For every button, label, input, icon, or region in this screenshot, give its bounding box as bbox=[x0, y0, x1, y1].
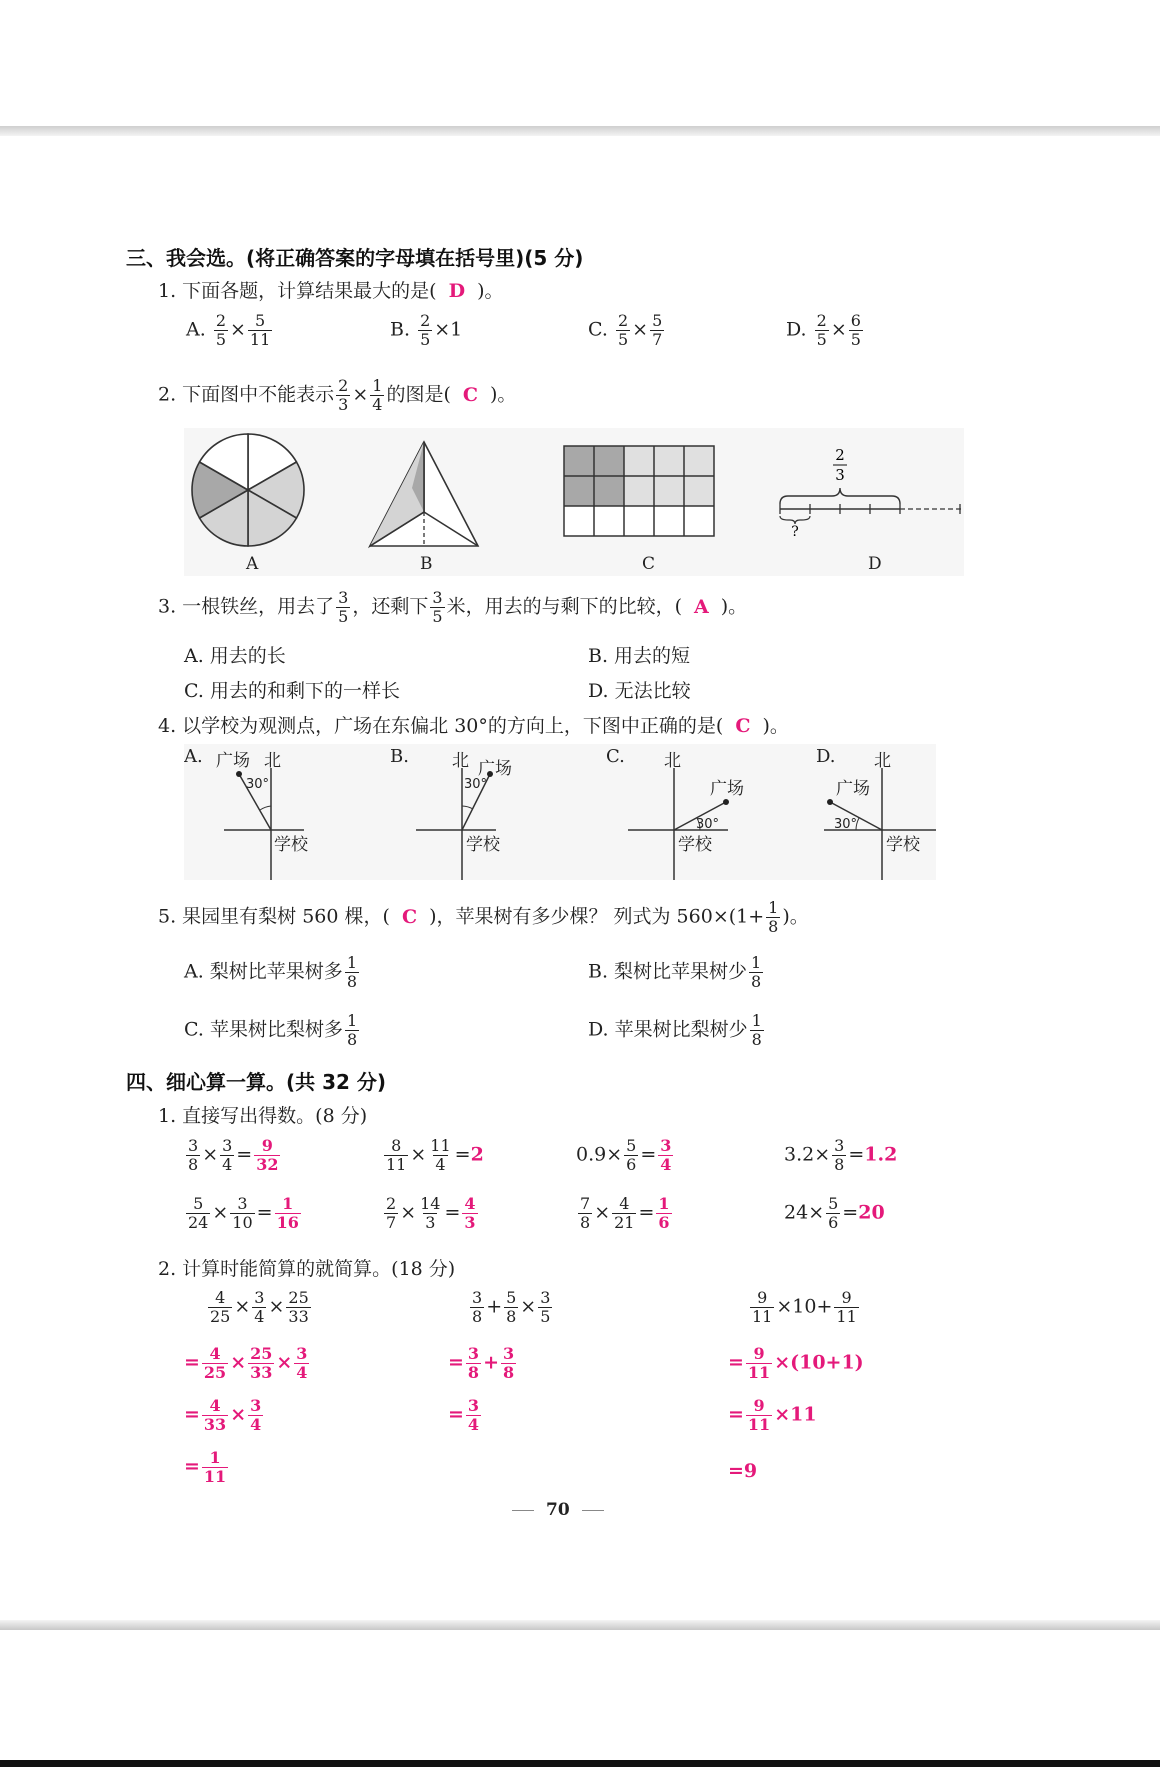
viewer-top-shadow bbox=[0, 126, 1160, 136]
viewer-bottom-shadow bbox=[0, 1620, 1160, 1630]
q5-stem: 5. 果园里有梨树 560 棵，( C )，苹果树有多少棵？ 列式为 560×(1+ $\frac{1}{8}$ )。 bbox=[158, 898, 809, 936]
page-number-rule-right bbox=[582, 1510, 604, 1511]
q1-option-a: A. $\frac{2}{5}$ × $\frac{5}{11}$ bbox=[186, 311, 271, 349]
q1-option-d: D. $\frac{2}{5}$ × $\frac{6}{5}$ bbox=[786, 311, 861, 349]
p2-stem: 2. 计算时能简算的就简算。(18 分) bbox=[158, 1258, 456, 1280]
svg-text:学校: 学校 bbox=[274, 835, 308, 855]
q3-option-b: B. 用去的短 bbox=[588, 645, 691, 667]
simplify-2-expression: $\frac{3}{8}$ + $\frac{5}{8}$ × $\frac{3}{5}$ bbox=[472, 1288, 551, 1326]
q1-option-c: C. $\frac{2}{5}$ × $\frac{5}{7}$ bbox=[588, 311, 663, 349]
q2-answer: C bbox=[462, 383, 479, 406]
q3-option-a: A. 用去的长 bbox=[184, 645, 286, 667]
svg-text:?: ? bbox=[791, 524, 799, 540]
svg-text:30°: 30° bbox=[834, 817, 858, 832]
q2-stem: 2. 下面图中不能表示 $\frac{2}{3}$ × $\frac{1}{4}$ 的图是( C )。 bbox=[158, 376, 517, 414]
q5-option-b: B. 梨树比苹果树少 $\frac{1}{8}$ bbox=[588, 953, 762, 991]
q5-option-d: D. 苹果树比梨树少 $\frac{1}{8}$ bbox=[588, 1011, 762, 1049]
simplify-3-step-1: = $\frac{9}{11}$ ×(10+1) bbox=[728, 1344, 864, 1382]
simplify-2-step-1: = $\frac{3}{8}$ + $\frac{3}{8}$ bbox=[448, 1344, 515, 1382]
svg-text:学校: 学校 bbox=[466, 835, 500, 855]
q2-figures bbox=[184, 428, 964, 576]
figure-b-label: B bbox=[420, 554, 433, 574]
page-number: 70 bbox=[500, 1500, 616, 1520]
svg-text:A.: A. bbox=[184, 746, 203, 767]
svg-text:广场: 广场 bbox=[710, 779, 744, 799]
calc-item-5: $\frac{5}{24}$ × $\frac{3}{10}$ = $\frac{1}{16}$ bbox=[188, 1194, 299, 1232]
q3-option-c: C. 用去的和剩下的一样长 bbox=[184, 680, 400, 702]
svg-text:北: 北 bbox=[664, 751, 681, 771]
simplify-1-expression: $\frac{4}{25}$ × $\frac{3}{4}$ × $\frac{25}{33}$ bbox=[210, 1288, 309, 1326]
svg-text:北: 北 bbox=[452, 751, 469, 771]
figure-c-label: C bbox=[642, 554, 656, 574]
q4-answer: C bbox=[735, 715, 751, 737]
q5-option-a: A. 梨树比苹果树多 $\frac{1}{8}$ bbox=[184, 953, 357, 991]
svg-text:2: 2 bbox=[835, 446, 845, 464]
svg-text:30°: 30° bbox=[464, 777, 488, 792]
figure-a-label: A bbox=[246, 554, 259, 574]
svg-text:C.: C. bbox=[606, 746, 625, 767]
q5-option-c: C. 苹果树比梨树多 $\frac{1}{8}$ bbox=[184, 1011, 358, 1049]
svg-text:学校: 学校 bbox=[678, 835, 712, 855]
simplify-1-step-1: = $\frac{4}{25}$ × $\frac{25}{33}$ × $\frac{3}{4}$ bbox=[184, 1344, 308, 1382]
svg-text:D.: D. bbox=[816, 746, 836, 767]
simplify-1-step-3: = $\frac{1}{11}$ bbox=[184, 1448, 227, 1486]
simplify-3-step-3: =9 bbox=[728, 1460, 758, 1482]
calc-item-4: 3.2× $\frac{3}{8}$ =1.2 bbox=[784, 1136, 898, 1174]
q4-direction-figures bbox=[184, 744, 936, 880]
calc-item-1: $\frac{3}{8}$ × $\frac{3}{4}$ = $\frac{9}{32}$ bbox=[188, 1136, 279, 1174]
figure-a-circle bbox=[192, 434, 304, 546]
section-4-title: 四、细心算一算。(共 32 分) bbox=[126, 1070, 387, 1094]
q1-stem: 1. 下面各题，计算结果最大的是( D )。 bbox=[158, 280, 504, 302]
svg-text:3: 3 bbox=[835, 466, 845, 484]
svg-text:30°: 30° bbox=[696, 817, 720, 832]
svg-text:30°: 30° bbox=[246, 777, 270, 792]
svg-text:北: 北 bbox=[264, 751, 281, 771]
calc-item-2: $\frac{8}{11}$ × $\frac{11}{4}$ =2 bbox=[386, 1136, 484, 1174]
simplify-1-step-2: = $\frac{4}{33}$ × $\frac{3}{4}$ bbox=[184, 1396, 262, 1434]
q3-option-d: D. 无法比较 bbox=[588, 680, 691, 702]
page-number-rule-left bbox=[512, 1510, 534, 1511]
simplify-2-step-2: = $\frac{3}{4}$ bbox=[448, 1396, 480, 1434]
svg-text:广场: 广场 bbox=[216, 751, 250, 771]
calc-item-6: $\frac{2}{7}$ × $\frac{14}{3}$ = $\frac{4}{3}$ bbox=[386, 1194, 476, 1232]
q3-answer: A bbox=[693, 595, 709, 618]
figure-c-grid bbox=[564, 446, 714, 536]
q3-stem: 3. 一根铁丝，用去了 $\frac{3}{5}$ ，还剩下 $\frac{3}{5}$ 米，用去的与剩下的比较，( A )。 bbox=[158, 588, 748, 626]
svg-text:北: 北 bbox=[874, 751, 891, 771]
calc-item-8: 24× $\frac{5}{6}$ =20 bbox=[784, 1194, 885, 1232]
calc-item-7: $\frac{7}{8}$ × $\frac{4}{21}$ = $\frac{1}{6}$ bbox=[580, 1194, 670, 1232]
calc-item-3: 0.9× $\frac{5}{6}$ = $\frac{3}{4}$ bbox=[576, 1136, 672, 1174]
viewer-bottom-bar bbox=[0, 1760, 1160, 1767]
svg-text:广场: 广场 bbox=[478, 759, 512, 779]
q1-answer: D bbox=[448, 280, 466, 302]
p1-stem: 1. 直接写出得数。(8 分) bbox=[158, 1105, 368, 1127]
simplify-3-step-2: = $\frac{9}{11}$ ×11 bbox=[728, 1396, 817, 1434]
simplify-3-expression: $\frac{9}{11}$ ×10+ $\frac{9}{11}$ bbox=[752, 1288, 857, 1326]
svg-text:广场: 广场 bbox=[836, 779, 870, 799]
q1-option-b: B. $\frac{2}{5}$ ×1 bbox=[390, 311, 463, 349]
q5-answer: C bbox=[401, 905, 418, 928]
svg-text:学校: 学校 bbox=[886, 835, 920, 855]
q4-stem: 4. 以学校为观测点，广场在东偏北 30°的方向上，下图中正确的是( C )。 bbox=[158, 715, 789, 737]
figure-d-label: D bbox=[868, 554, 882, 574]
section-3-title: 三、我会选。(将正确答案的字母填在括号里)(5 分) bbox=[126, 246, 584, 270]
svg-text:B.: B. bbox=[390, 746, 409, 767]
